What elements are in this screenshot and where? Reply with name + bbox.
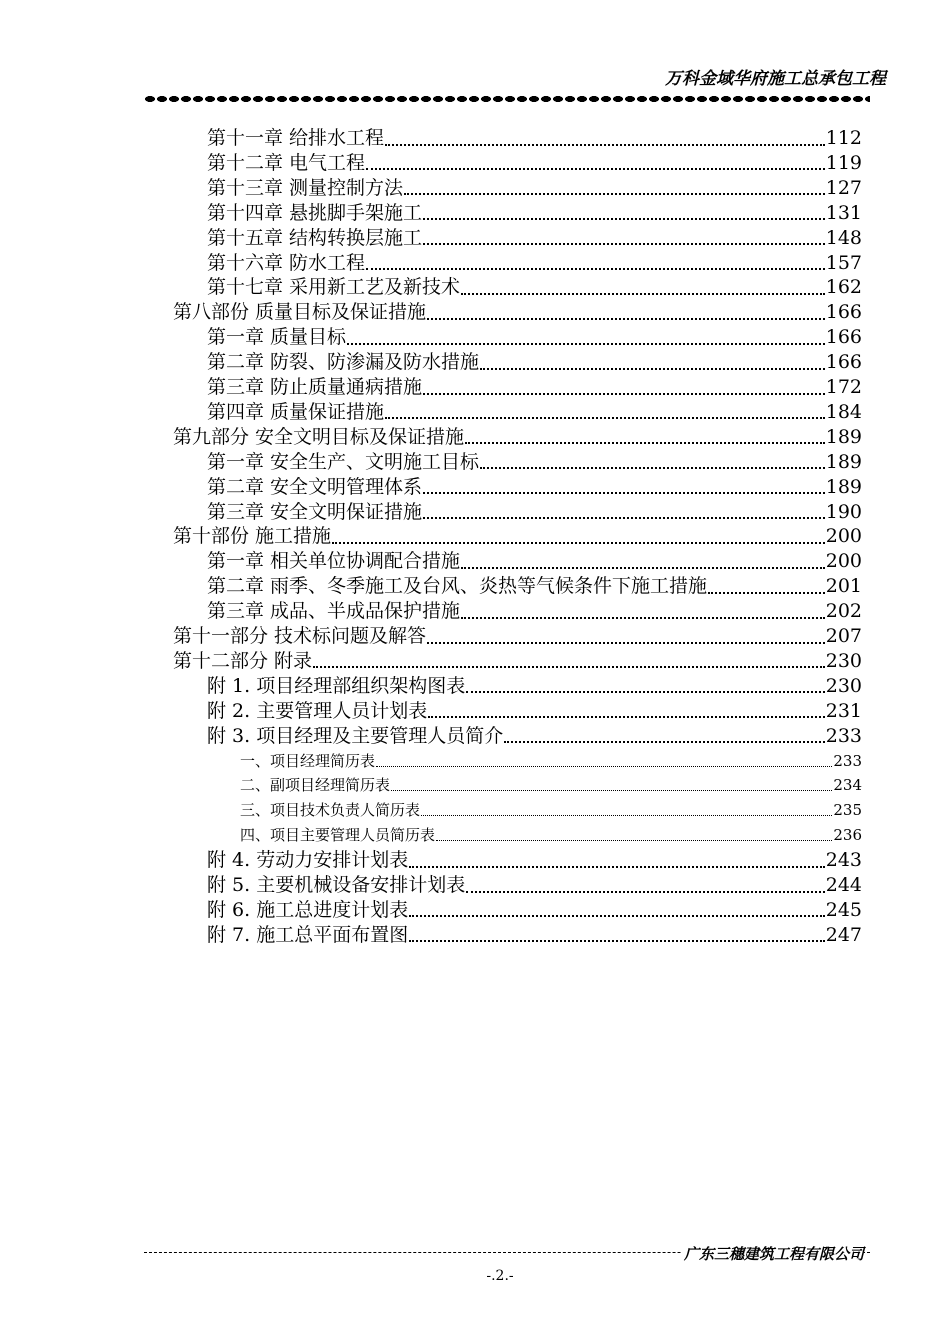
toc-entry-page: 200 <box>825 525 862 548</box>
toc-entry-page: 207 <box>825 625 862 647</box>
toc-dot-leader <box>708 592 825 594</box>
toc-entry[interactable] <box>173 624 862 649</box>
page-number: -.2.- <box>486 1268 514 1284</box>
toc-entry[interactable] <box>240 773 862 798</box>
toc-dot-leader <box>421 815 832 816</box>
toc-entry-label: 第三章 防止质量通病措施 <box>207 376 423 398</box>
toc-dot-leader <box>480 368 825 370</box>
toc-entry-page: 166 <box>825 326 862 349</box>
toc-entry-label: 第一章 安全生产、文明施工目标 <box>207 450 480 473</box>
toc-dot-leader <box>423 218 825 220</box>
toc-entry-label: 第三章 安全文明保证措施 <box>207 500 423 523</box>
toc-entry-page: 166 <box>825 301 862 324</box>
toc-entry[interactable] <box>207 275 862 300</box>
toc-dot-leader <box>423 517 825 519</box>
toc-entry-label: 第十四章 悬挑脚手架施工 <box>207 201 423 224</box>
toc-entry[interactable] <box>207 699 862 724</box>
toc-dot-leader <box>385 144 825 146</box>
toc-entry[interactable] <box>173 425 862 450</box>
toc-entry[interactable] <box>207 475 862 500</box>
toc-entry-page: 189 <box>825 425 862 448</box>
toc-entry-page: 230 <box>825 674 862 697</box>
toc-entry[interactable] <box>207 574 862 599</box>
toc-entry-page: 190 <box>825 500 862 523</box>
toc-dot-leader <box>423 393 825 395</box>
toc-entry-label: 四、项目主要管理人员简历表 <box>240 826 436 845</box>
toc-entry[interactable] <box>207 450 862 475</box>
header-rule <box>144 94 870 104</box>
toc-dot-leader <box>366 168 825 170</box>
toc-dot-leader <box>423 492 825 494</box>
toc-entry[interactable] <box>240 823 862 848</box>
toc-entry-page: 231 <box>825 699 862 722</box>
toc-dot-leader <box>461 617 825 619</box>
toc-entry-label: 第十五章 结构转换层施工 <box>207 226 423 249</box>
toc-entry-label: 第十六章 防水工程 <box>207 251 366 274</box>
toc-entry[interactable] <box>207 898 862 923</box>
toc-dot-leader <box>409 940 825 942</box>
toc-dot-leader <box>466 691 825 693</box>
toc-entry-label: 附 2. 主要管理人员计划表 <box>207 699 428 722</box>
toc-entry-label: 第二章 雨季、冬季施工及台风、炎热等气候条件下施工措施 <box>207 575 708 598</box>
toc-entry[interactable] <box>240 749 862 774</box>
toc-entry[interactable] <box>207 176 862 201</box>
toc-entry[interactable] <box>207 923 862 948</box>
toc-entry-label: 第十七章 采用新工艺及新技术 <box>207 276 461 299</box>
toc-entry[interactable] <box>240 798 862 823</box>
toc-entry-label: 附 4. 劳动力安排计划表 <box>207 849 409 872</box>
toc-dot-leader <box>347 343 825 345</box>
toc-entry[interactable] <box>207 151 862 176</box>
toc-dot-leader <box>428 716 825 718</box>
toc-entry-page: 200 <box>825 550 862 573</box>
toc-entry-page: 244 <box>825 874 862 896</box>
toc-dot-leader <box>480 467 825 469</box>
toc-entry-page: 233 <box>825 724 862 747</box>
toc-entry-label: 附 6. 施工总进度计划表 <box>207 898 409 921</box>
toc-entry-page: 247 <box>825 923 862 946</box>
toc-entry[interactable] <box>207 500 862 525</box>
toc-dot-leader <box>427 642 825 644</box>
toc-dot-leader <box>332 542 825 544</box>
toc-entry-label: 第二章 防裂、防渗漏及防水措施 <box>207 351 480 374</box>
toc-dot-leader <box>385 417 825 419</box>
toc-entry-label: 第十二部分 附录 <box>173 649 313 672</box>
toc-entry[interactable] <box>207 126 862 151</box>
toc-entry-page: 233 <box>833 751 862 770</box>
toc-entry-page: 184 <box>825 400 862 423</box>
toc-dot-leader <box>436 840 832 841</box>
toc-entry[interactable] <box>207 375 862 400</box>
toc-entry[interactable] <box>207 873 862 898</box>
toc-entry-label: 附 7. 施工总平面布置图 <box>207 923 409 946</box>
toc-entry-page: 157 <box>825 251 862 274</box>
toc-entry[interactable] <box>207 848 862 873</box>
toc-entry-page: 162 <box>825 276 862 299</box>
toc-entry[interactable] <box>207 251 862 276</box>
toc-entry-label: 二、副项目经理简历表 <box>240 776 391 795</box>
toc-entry-page: 235 <box>833 801 862 820</box>
toc-entry-label: 第十二章 电气工程 <box>207 151 366 174</box>
toc-entry-page: 189 <box>825 475 862 498</box>
toc-entry-label: 第十一部分 技术标问题及解答 <box>173 625 427 647</box>
toc-entry-page: 230 <box>825 649 862 672</box>
footer-company-name: 广东三穗建筑工程有限公司 <box>683 1245 864 1263</box>
toc-entry-label: 附 5. 主要机械设备安排计划表 <box>207 874 466 896</box>
toc-dot-leader <box>461 293 825 295</box>
toc-entry-label: 第三章 成品、半成品保护措施 <box>207 600 461 623</box>
toc-entry[interactable] <box>207 599 862 624</box>
toc-dot-leader <box>366 268 825 270</box>
toc-entry-label: 第一章 质量目标 <box>207 326 347 349</box>
toc-dot-leader <box>376 766 832 767</box>
toc-entry-page: 236 <box>833 826 862 845</box>
toc-entry[interactable] <box>173 300 862 325</box>
toc-dot-leader <box>465 442 825 444</box>
toc-entry-page: 166 <box>825 351 862 374</box>
toc-entry-page: 243 <box>825 849 862 872</box>
toc-entry[interactable] <box>207 674 862 699</box>
toc-entry-label: 一、项目经理简历表 <box>240 751 376 770</box>
toc-entry[interactable] <box>207 400 862 425</box>
toc-entry[interactable] <box>173 524 862 549</box>
toc-entry-label: 第十部份 施工措施 <box>173 525 332 548</box>
toc-dot-leader <box>504 741 825 743</box>
toc-entry-page: 172 <box>825 376 862 398</box>
toc-dot-leader <box>391 790 832 791</box>
toc-entry-page: 119 <box>825 151 862 174</box>
toc-entry-page: 201 <box>825 575 862 598</box>
toc-entry-label: 三、项目技术负责人简历表 <box>240 801 421 820</box>
toc-entry[interactable] <box>207 549 862 574</box>
toc-entry[interactable] <box>207 724 862 749</box>
toc-entry-label: 第一章 相关单位协调配合措施 <box>207 550 461 573</box>
toc-dot-leader <box>313 666 825 668</box>
toc-entry-page: 202 <box>825 600 862 623</box>
toc-dot-leader <box>404 193 825 195</box>
toc-entry[interactable] <box>207 350 862 375</box>
toc-entry-label: 第八部份 质量目标及保证措施 <box>173 301 427 324</box>
toc-entry[interactable] <box>207 201 862 226</box>
toc-entry-label: 第九部分 安全文明目标及保证措施 <box>173 425 465 448</box>
toc-entry-page: 131 <box>825 201 862 224</box>
toc-entry-label: 第二章 安全文明管理体系 <box>207 475 423 498</box>
toc-dot-leader <box>409 866 825 868</box>
toc-entry[interactable] <box>207 226 862 251</box>
toc-entry-page: 234 <box>833 776 862 795</box>
toc-entry-page: 245 <box>825 898 862 921</box>
toc-entry-page: 127 <box>825 176 862 199</box>
header-project-title: 万科金域华府施工总承包工程 <box>665 69 886 89</box>
toc-entry-label: 附 1. 项目经理部组织架构图表 <box>207 674 466 697</box>
toc-dot-leader <box>461 567 825 569</box>
toc-entry-label: 第四章 质量保证措施 <box>207 400 385 423</box>
toc-entry-label: 第十一章 给排水工程 <box>207 127 385 149</box>
toc-dot-leader <box>409 915 825 917</box>
toc-entry[interactable] <box>173 649 862 674</box>
toc-entry[interactable] <box>207 325 862 350</box>
toc-entry-label: 附 3. 项目经理及主要管理人员简介 <box>207 724 504 747</box>
toc-entry-page: 189 <box>825 450 862 473</box>
toc-entry-page: 148 <box>825 226 862 249</box>
toc-dot-leader <box>423 243 825 245</box>
toc-dot-leader <box>427 318 825 320</box>
toc-entry-page: 112 <box>825 127 862 149</box>
toc-dot-leader <box>466 891 825 893</box>
toc-entry-label: 第十三章 测量控制方法 <box>207 176 404 199</box>
